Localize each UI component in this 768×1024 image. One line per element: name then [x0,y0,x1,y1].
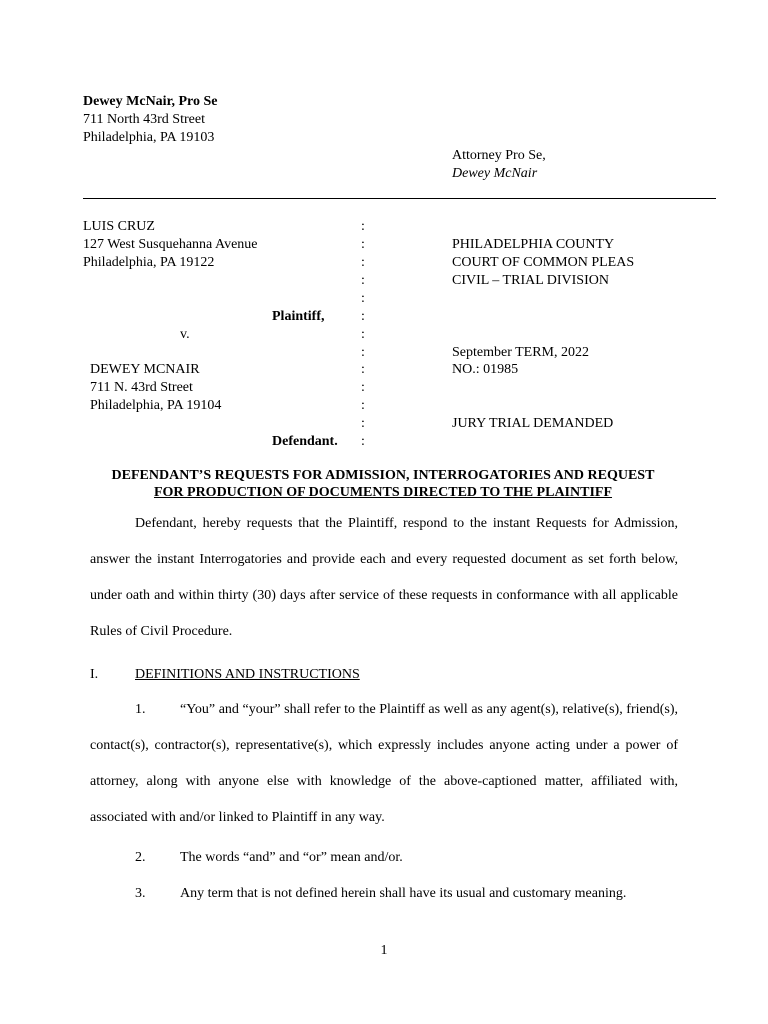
case-term: September TERM, 2022 [452,345,590,360]
caption-colon: : [361,273,365,288]
section-title: DEFINITIONS AND INSTRUCTIONS [135,667,360,682]
caption-colon: : [361,398,365,413]
definition-item-number: 1. [135,702,146,717]
defendant-label: Defendant. [272,434,338,449]
filer-address-line1: 711 North 43rd Street [83,112,205,127]
plaintiff-address-line2: Philadelphia, PA 19122 [83,255,215,270]
definition-item: “You” and “your” shall refer to the Plaintiff as well as any agent(s), relative(s), friend(s), contact(s), contractor(s), representative(s), which expressly includes anyone acting under a power of attorney, along with anyone else with knowledge of the above-captioned matter, affiliated with, associated with and/or linked to Plaintiff in any way. [90,702,678,825]
caption-colon: : [361,291,365,306]
attorney-label: Attorney Pro Se, [452,148,546,163]
definition-item-number: 2. [135,850,146,865]
defendant-address-line2: Philadelphia, PA 19104 [90,398,222,413]
section-number: I. [90,667,99,682]
versus: v. [180,327,190,342]
caption-colon: : [361,255,365,270]
document-title-line2: FOR PRODUCTION OF DOCUMENTS DIRECTED TO THE PLAINTIFF [153,485,613,500]
filer-name: Dewey McNair, Pro Se [83,94,218,109]
plaintiff-name: LUIS CRUZ [83,219,155,234]
page-number: 1 [380,943,388,958]
document-title-line1: DEFENDANT’S REQUESTS FOR ADMISSION, INTERROGATORIES AND REQUEST [111,468,655,483]
definition-item-number: 3. [135,886,146,901]
court-county: PHILADELPHIA COUNTY [452,237,615,252]
caption-colon: : [361,327,365,342]
caption-colon: : [361,219,365,234]
defendant-address-line1: 711 N. 43rd Street [90,380,193,395]
case-number: NO.: 01985 [452,362,519,377]
intro-paragraph: Defendant, hereby requests that the Plaintiff, respond to the instant Requests for Admission, answer the instant Interrogatories and provide each and every requested document as set forth below, under oath and within thirty (30) days after service of these requests in conformance with all applicable Rules of Civil Procedure. [90,516,678,639]
caption-colon: : [361,237,365,252]
court-name: COURT OF COMMON PLEAS [452,255,635,270]
attorney-name: Dewey McNair [452,166,538,181]
caption-colon: : [361,362,365,377]
plaintiff-address-line1: 127 West Susquehanna Avenue [83,237,258,252]
caption-colon: : [361,434,365,449]
caption-colon: : [361,416,365,431]
filer-address-line2: Philadelphia, PA 19103 [83,130,215,145]
header-divider [83,198,716,199]
plaintiff-label: Plaintiff, [272,309,325,324]
definition-item: Any term that is not defined herein shall have its usual and customary meaning. [180,886,627,901]
defendant-name: DEWEY MCNAIR [90,362,200,377]
definition-item: The words “and” and “or” mean and/or. [180,850,403,865]
court-division: CIVIL – TRIAL DIVISION [452,273,609,288]
caption-colon: : [361,309,365,324]
jury-demand: JURY TRIAL DEMANDED [452,416,614,431]
caption-colon: : [361,345,365,360]
caption-colon: : [361,380,365,395]
